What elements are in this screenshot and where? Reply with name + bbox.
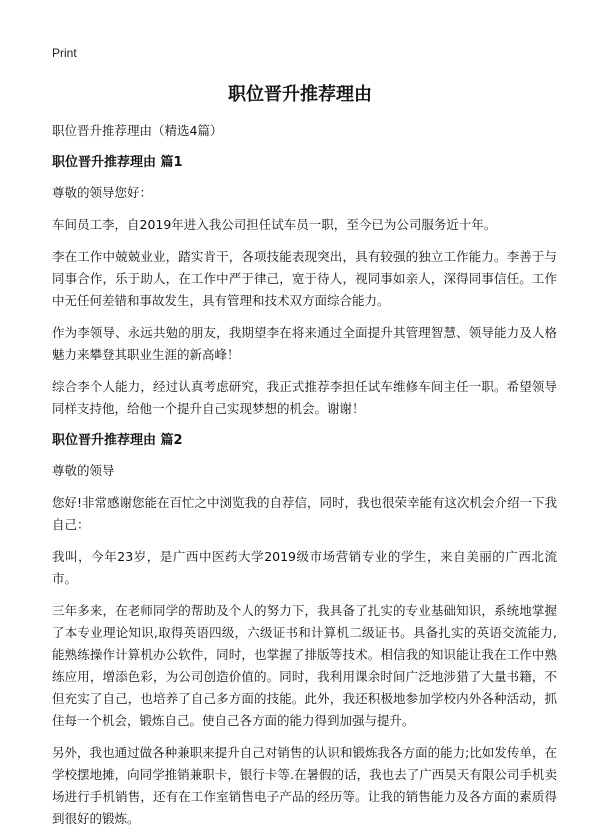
paragraph: 综合李个人能力，经过认真考虑研究，我正式推荐李担任试车维修车间主任一职。希望领导同样支持他，给他一个提升自己实现梦想的机会。谢谢！ (52, 379, 557, 416)
section-heading: 职位晋升推荐理由 篇2 (52, 433, 183, 448)
paragraph: 您好!非常感谢您能在百忙之中浏览我的自荐信，同时，我也很荣幸能有这次机会介绍一下我自己： (52, 495, 558, 532)
paragraph: 我叫，今年23岁，是广西中医药大学2019级市场营销专业的学生，来自美丽的广西北流市。 (52, 549, 557, 586)
paragraph-greeting: 尊敬的领导您好： (52, 185, 153, 200)
document-body (52, 120, 557, 840)
print-link[interactable]: Print (52, 46, 77, 60)
paragraph: 李在工作中兢兢业业，踏实肯干，各项技能表现突出，具有较强的独立工作能力。李善于与同事合作，乐于助人，在工作中严于律己，宽于待人，视同事如亲人，深得同事信任。工作中无任何差错和事故发生，具有管理和技术双方面综合能力。 (52, 249, 557, 308)
document-subtitle: 职位晋升推荐理由（精选4篇） (52, 123, 223, 138)
section-heading: 职位晋升推荐理由 篇1 (52, 155, 183, 170)
page-title: 职位晋升推荐理由 (228, 84, 372, 105)
paragraph: 作为李领导、永远共勉的朋友，我期望李在将来通过全面提升其管理智慧、领导能力及人格魅力来攀登其职业生涯的新高峰！ (52, 325, 557, 362)
paragraph: 另外，我也通过做各种兼职来提升自己对销售的认识和锻炼我各方面的能力;比如发传单，在学校摆地摊，向同学推销兼职卡，银行卡等.在暑假的话，我也去了广西昊天有限公司手机卖场进行手机销售，还有在工作室销售电子产品的经历等。让我的销售能力及各方面的素质得到很好的锻炼。 (52, 745, 557, 826)
paragraph: 车间员工李，自2019年进入我公司担任试车员一职，至今已为公司服务近十年。 (52, 217, 497, 232)
paragraph-greeting: 尊敬的领导 (52, 463, 115, 478)
paragraph: 三年多来，在老师同学的帮助及个人的努力下，我具备了扎实的专业基础知识，系统地掌握了本专业理论知识,取得英语四级，六级证书和计算机二级证书。具备扎实的英语交流能力,能熟练操作计算机办公软件，同时，也掌握了排版等技术。相信我的知识能让我在工作中熟练应用，增添色彩，为公司创造价值的。同时，我利用课余时间广泛地涉猎了大量书籍，不但充实了自己，也培养了自己多方面的技能。此外，我还积极地参加学校内外各种活动，抓住每一个机会，锻炼自己。使自己各方面的能力得到加强与提升。 (52, 603, 557, 728)
